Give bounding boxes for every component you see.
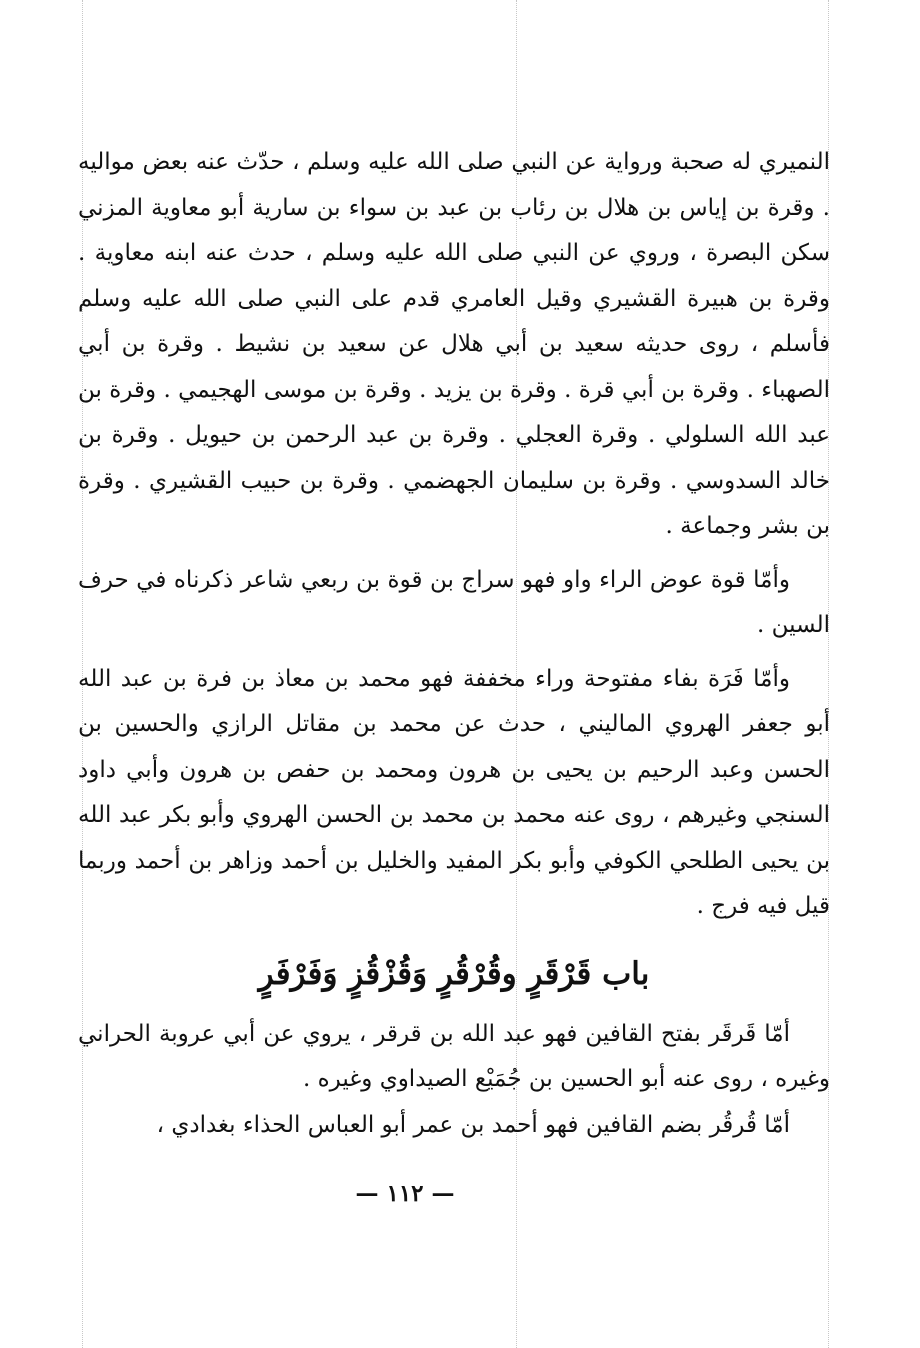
section-heading: باب قَرْقَرٍ وقُرْقُرٍ وَقُزْقُزٍ وَفَرْفَرٍ [258, 955, 650, 992]
paragraph: أمّا قُرقُر بضم القافين فهو أحمد بن عمر أبو العباس الحذاء بغدادي ، [156, 1111, 790, 1138]
page-number: — ١١٢ — [355, 1180, 455, 1207]
paragraph: وأمّا قوة عوض الراء واو فهو سراج بن قوة بن ربعي شاعر ذكرناه في حرف السين . [78, 566, 830, 638]
paragraph: النميري له صحبة ورواية عن النبي صلى الله عليه وسلم ، حدّث عنه بعض مواليه . وقرة بن إياس بن هلال بن رئاب بن عبد بن سواء بن سارية أبو معاوية المزني سكن البصرة ، وروي عن النبي صلى الله عليه وسلم ، حدث عنه ابنه معاوية . وقرة بن هبيرة القشيري وقيل العامري قدم على النبي صلى الله عليه وسلم فأسلم ، روى حديثه سعيد بن أبي هلال عن سعيد بن نشيط . وقرة بن أبي الصهباء . وقرة بن أبي قرة . وقرة بن يزيد . وقرة بن موسى الهجيمي . وقرة بن عبد الله السلولي . وقرة العجلي . وقرة بن عبد الرحمن بن حيويل . وقرة بن خالد السدوسي . وقرة بن سليمان الجهضمي . وقرة بن حبيب القشيري . وقرة بن بشر وجماعة . [78, 149, 830, 539]
paragraph: أمّا قَرقَر بفتح القافين فهو عبد الله بن قرقر ، يروي عن أبي عروبة الحراني وغيره ، روى عنه أبو الحسين بن جُمَيْع الصيداوي وغيره . [78, 1020, 830, 1092]
body-text [78, 140, 830, 1148]
paragraph: وأمّا فَرَة بفاء مفتوحة وراء مخففة فهو محمد بن معاذ بن فرة بن عبد الله أبو جعفر الهروي الماليني ، حدث عن محمد بن مقاتل الرازي والحسين بن الحسن وعبد الرحيم بن يحيى بن هرون ومحمد بن حفص بن هرون وأبي داود السنجي وغيرهم ، روى عنه محمد بن محمد بن الحسن الهروي وأبو بكر عبد الله بن يحيى الطلحي الكوفي وأبو بكر المفيد والخليل بن أحمد وزاهر بن أحمد وربما قيل فيه فرج . [78, 665, 830, 919]
